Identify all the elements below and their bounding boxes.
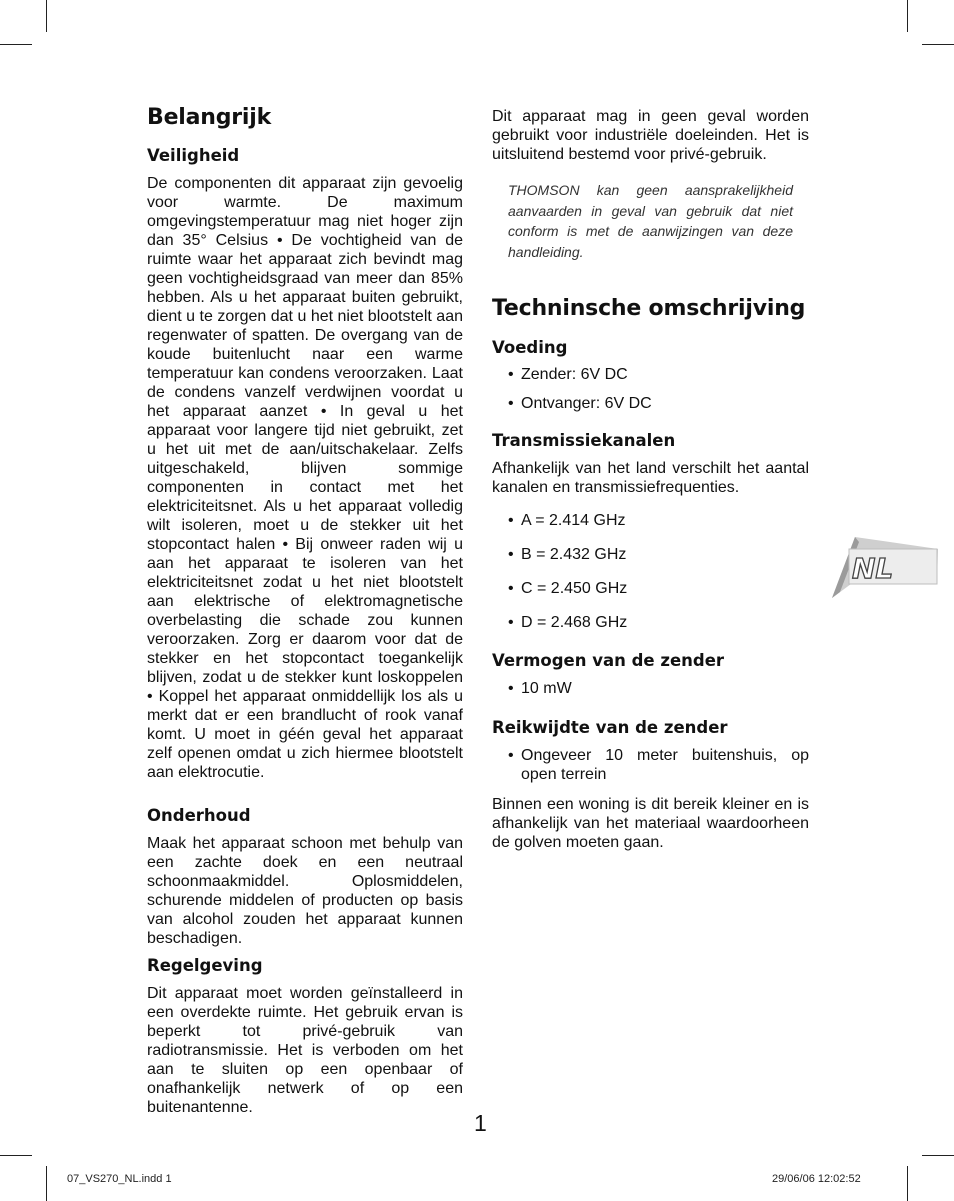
list-item: • Ontvanger: 6V DC [508, 395, 652, 412]
channels-paragraph: Afhankelijk van het land verschilt het aantal kanalen en transmissiefrequenties. [492, 460, 809, 496]
usage-paragraph: Dit apparaat mag in geen geval worden gebruikt voor industriële doeleinden. Het is uitsluitend bestemd voor privé-gebruik. [492, 108, 809, 163]
disclaimer-note: THOMSON kan geen aansprakelijkheid aanvaarden in geval van gebruik dat niet conform is met de aanwijzingen van deze handleiding. [508, 182, 793, 260]
list-item: • C = 2.450 GHz [508, 580, 628, 597]
language-tab [831, 536, 939, 600]
list-item: • 10 mW [508, 680, 572, 697]
channel-list [492, 511, 809, 632]
heading-voeding: Voeding [492, 338, 568, 357]
safety-paragraph: De componenten dit apparaat zijn gevoelig voor warmte. De maximum omgevingstemperatuur mag niet hoger zijn dan 35° Celsius • De vochtigheid van de ruimte waar het apparaat zich bevindt mag geen vochtigheidsgraad van meer dan 85% hebben. Als u het apparaat buiten gebruikt, dient u te zorgen dat u het niet blootstelt aan regenwater of spatten. De overgang van de koude buitenlucht naar een warme temperatuur kan condens veroorzaken. Laat de condens vanzelf verdwijnen voordat u het apparaat aanzet • In geval u het apparaat voor langere tijd niet gebruikt, zet u het uit met de aan/uitschakelaar. Zelfs uitgeschakeld, blijven sommige componenten in contact met het elektriciteitsnet. Als u het apparaat volledig wilt isoleren, moet u de stekker uit het stopcontact halen • Bij onweer raden wij u aan het apparaat te isoleren van het elektriciteitsnet zodat u het niet blootstelt aan elektrische of elektromagnetische overbelasting die schade zou kunnen veroorzaken. Zorg er daarom voor dat de stekker en het stopcontact toegankelijk blijven, zodat u de stekker kunt loskoppelen • Koppel het apparaat onmiddellijk los als u merkt dat er een brandlucht of rook vanaf komt. U moet in géén geval het apparaat zelf openen omdat u zich hiermee blootstelt aan elektrocutie. [147, 175, 463, 781]
regulation-paragraph: Dit apparaat moet worden geïnstalleerd in een overdekte ruimte. Het gebruik ervan is beperkt tot privé-gebruik van radiotransmissie. Het is verboden om het aan te sluiten op een openbaar of onafhankelijk netwerk of op een buitenantenne. [147, 985, 463, 1116]
heading-reikwijdte-van-de-zender: Reikwijdte van de zender [492, 718, 728, 737]
footer-date: 29/06/06 12:02:52 [772, 1173, 861, 1185]
heading-transmissiekanalen: Transmissiekanalen [492, 431, 676, 450]
crop-mark [46, 1166, 47, 1201]
crop-mark [907, 0, 908, 32]
crop-mark [0, 1155, 32, 1156]
power-output-list [492, 679, 809, 698]
list-item: • Ongeveer 10 meter buitenshuis, op open terrein [508, 747, 809, 783]
heading-veiligheid: Veiligheid [147, 146, 240, 165]
footer-file-name: 07_VS270_NL.indd 1 [67, 1173, 172, 1185]
left-column [147, 100, 463, 1117]
range-list [492, 746, 809, 784]
maintenance-paragraph: Maak het apparaat schoon met behulp van een zachte doek en een neutraal schoonmaakmiddel. Oplosmiddelen, schurende middelen of producten op basis van alcohol zouden het apparaat kunnen beschadigen. [147, 835, 463, 947]
page-number: 1 [474, 1110, 487, 1136]
range-paragraph: Binnen een woning is dit bereik kleiner en is afhankelijk van het materiaal waardoorheen de golven moeten gaan. [492, 796, 809, 851]
section-title-techninsche-omschrijving: Techninsche omschrijving [492, 296, 806, 321]
heading-vermogen-van-de-zender: Vermogen van de zender [492, 651, 725, 670]
language-tab-graphic [831, 536, 939, 600]
list-item: • B = 2.432 GHz [508, 546, 627, 563]
list-item: • Zender: 6V DC [508, 366, 628, 383]
crop-mark [922, 44, 954, 45]
right-column [492, 100, 809, 852]
language-code: NL [852, 552, 894, 585]
crop-mark [922, 1155, 954, 1156]
crop-mark [0, 44, 32, 45]
list-item: • A = 2.414 GHz [508, 512, 626, 529]
section-title-belangrijk: Belangrijk [147, 105, 272, 130]
crop-mark [46, 0, 47, 32]
list-item: • D = 2.468 GHz [508, 614, 628, 631]
heading-onderhoud: Onderhoud [147, 806, 251, 825]
heading-regelgeving: Regelgeving [147, 956, 263, 975]
power-list [492, 365, 809, 413]
crop-mark [907, 1166, 908, 1201]
